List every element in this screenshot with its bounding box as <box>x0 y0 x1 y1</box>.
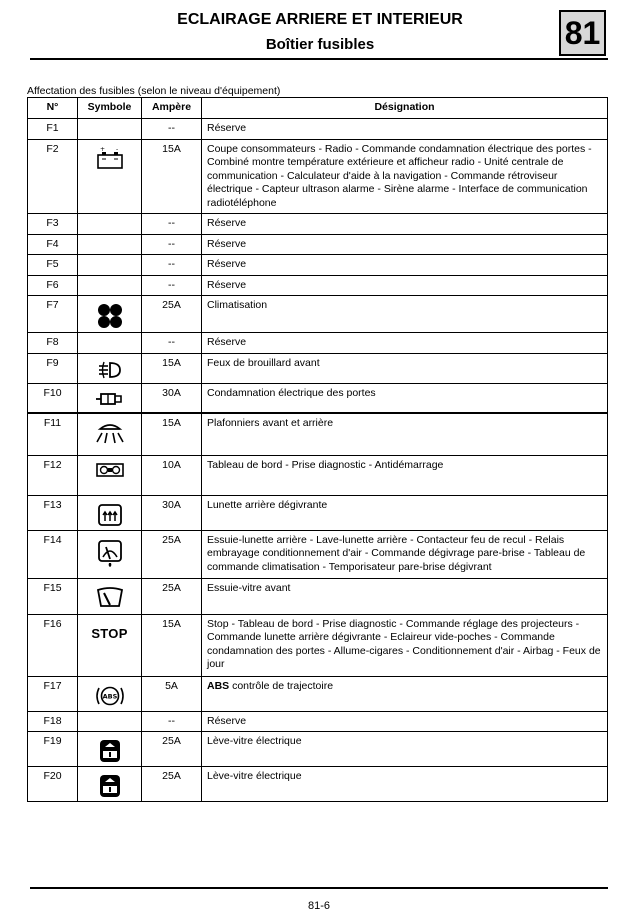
fuse-amperage: 10A <box>142 455 202 495</box>
door-lock-icon <box>78 390 141 408</box>
front-wiper-icon <box>78 585 141 609</box>
fuse-row-f7 <box>28 296 608 333</box>
fuse-designation: Plafonniers avant et arrière <box>202 413 608 455</box>
fuse-row-f4 <box>28 234 608 255</box>
fuse-row-f14 <box>28 530 608 578</box>
table-caption: Affectation des fusibles (selon le niveau d'équipement) <box>27 85 281 97</box>
fuse-amperage: 15A <box>142 614 202 676</box>
fuse-number: F5 <box>28 255 78 276</box>
svg-text:-: - <box>115 145 118 153</box>
fuse-symbol <box>78 383 142 413</box>
fuse-designation: Réserve <box>202 214 608 235</box>
fuse-number: F9 <box>28 353 78 383</box>
dashboard-icon <box>78 462 141 478</box>
fuse-amperage: 30A <box>142 495 202 530</box>
page-number: 81-6 <box>307 900 331 912</box>
fuse-number: F4 <box>28 234 78 255</box>
fuse-amperage: 25A <box>142 732 202 767</box>
fuse-amperage: 5A <box>142 676 202 711</box>
fuse-symbol <box>78 578 142 614</box>
fuse-row-f8 <box>28 333 608 354</box>
svg-text:+: + <box>99 145 105 153</box>
fuse-symbol <box>78 214 142 235</box>
battery-icon <box>78 146 141 170</box>
fuse-amperage: 15A <box>142 139 202 214</box>
fuse-number: F17 <box>28 676 78 711</box>
fuse-designation: Essuie-vitre avant <box>202 578 608 614</box>
fuse-amperage: -- <box>142 711 202 732</box>
svg-text:ABS: ABS <box>102 692 117 700</box>
page-title: ECLAIRAGE ARRIERE ET INTERIEUR <box>177 11 463 28</box>
fuse-table <box>27 97 608 802</box>
fuse-designation: Réserve <box>202 255 608 276</box>
fuse-symbol <box>78 119 142 140</box>
fuse-amperage: -- <box>142 119 202 140</box>
fuse-row-f15 <box>28 578 608 614</box>
fuse-symbol <box>78 732 142 767</box>
header-divider <box>30 58 608 60</box>
fuse-symbol <box>78 767 142 802</box>
fan-icon <box>78 302 141 330</box>
fuse-symbol <box>78 676 142 711</box>
page-subtitle: Boîtier fusibles <box>265 36 375 53</box>
fuse-number: F7 <box>28 296 78 333</box>
fuse-amperage: 30A <box>142 383 202 413</box>
fuse-row-f10 <box>28 383 608 413</box>
rear-wiper-icon <box>78 537 141 569</box>
fuse-designation: Réserve <box>202 333 608 354</box>
fuse-row-f17 <box>28 676 608 711</box>
column-header-amp: Ampère <box>142 98 202 119</box>
fuse-table-body <box>28 119 608 802</box>
fuse-number: F8 <box>28 333 78 354</box>
fuse-number: F14 <box>28 530 78 578</box>
fuse-number: F16 <box>28 614 78 676</box>
rear-defrost-icon <box>78 502 141 528</box>
fuse-number: F19 <box>28 732 78 767</box>
fuse-symbol <box>78 333 142 354</box>
fuse-number: F10 <box>28 383 78 413</box>
fuse-symbol <box>78 275 142 296</box>
fuse-row-f3 <box>28 214 608 235</box>
fuse-row-f6 <box>28 275 608 296</box>
fuse-amperage: 25A <box>142 296 202 333</box>
fuse-row-f16 <box>28 614 608 676</box>
table-header-row <box>28 98 608 119</box>
fuse-amperage: 25A <box>142 767 202 802</box>
fuse-number: F1 <box>28 119 78 140</box>
fuse-row-f2 <box>28 139 608 214</box>
fuse-symbol <box>78 455 142 495</box>
fuse-designation: Essuie-lunette arrière - Lave-lunette arrière - Contacteur feu de recul - Relais embrayage conditionnement d'air - Commande dégivrage pare-brise - Tableau de commande climatisation - Temporisateur pare-brise dégivrant <box>202 530 608 578</box>
fuse-symbol <box>78 711 142 732</box>
fuse-designation: Lunette arrière dégivrante <box>202 495 608 530</box>
chapter-number: 81 <box>559 10 606 56</box>
fuse-row-f5 <box>28 255 608 276</box>
fuse-designation: Lève-vitre électrique <box>202 767 608 802</box>
fuse-designation: Lève-vitre électrique <box>202 732 608 767</box>
fuse-row-f20 <box>28 767 608 802</box>
fuse-row-f18 <box>28 711 608 732</box>
fuse-amperage: 25A <box>142 530 202 578</box>
fuse-symbol <box>78 614 142 676</box>
fuse-designation: Stop - Tableau de bord - Prise diagnostic - Commande réglage des projecteurs - Commande lunette arrière dégivrante - Eclaireur vide-poches - Commande condamnation des portes - Allume-cigares - Conditionnement d'air - Airbag - Feux de jour <box>202 614 608 676</box>
fuse-symbol <box>78 353 142 383</box>
fuse-amperage: -- <box>142 275 202 296</box>
fuse-designation: Condamnation électrique des portes <box>202 383 608 413</box>
fuse-designation: Feux de brouillard avant <box>202 353 608 383</box>
ceiling-light-icon <box>78 420 141 446</box>
fuse-symbol <box>78 495 142 530</box>
fuse-symbol <box>78 255 142 276</box>
fuse-number: F13 <box>28 495 78 530</box>
fuse-symbol <box>78 296 142 333</box>
column-header-designation: Désignation <box>202 98 608 119</box>
fuse-row-f19 <box>28 732 608 767</box>
fuse-symbol <box>78 139 142 214</box>
fuse-amperage: -- <box>142 255 202 276</box>
fuse-number: F18 <box>28 711 78 732</box>
fuse-number: F12 <box>28 455 78 495</box>
power-window-icon <box>78 738 141 764</box>
footer-divider <box>30 887 608 889</box>
designation-bold: ABS <box>207 679 230 692</box>
power-window-icon <box>78 773 141 799</box>
fuse-amperage: -- <box>142 333 202 354</box>
fuse-designation: Coupe consommateurs - Radio - Commande condamnation électrique des portes - Combiné montre température extérieure et afficheur radio - Unité centrale de communication - Calculateur d'aide à la navigation - Commande rétroviseur électrique - Capteur ultrason alarme - Sirène alarme - Interface de communication radiotéléphone <box>202 139 608 214</box>
fuse-symbol <box>78 413 142 455</box>
fuse-designation: ABS contrôle de trajectoire <box>202 676 608 711</box>
fuse-designation: Réserve <box>202 234 608 255</box>
fuse-amperage: -- <box>142 234 202 255</box>
fuse-symbol <box>78 234 142 255</box>
fog-light-icon <box>78 360 141 380</box>
fuse-row-f13 <box>28 495 608 530</box>
fuse-designation: Tableau de bord - Prise diagnostic - Antidémarrage <box>202 455 608 495</box>
fuse-row-f9 <box>28 353 608 383</box>
fuse-symbol <box>78 530 142 578</box>
fuse-designation: Réserve <box>202 119 608 140</box>
column-header-number: N° <box>28 98 78 119</box>
fuse-amperage: -- <box>142 214 202 235</box>
fuse-amperage: 25A <box>142 578 202 614</box>
fuse-number: F3 <box>28 214 78 235</box>
fuse-number: F6 <box>28 275 78 296</box>
abs-icon <box>78 683 141 709</box>
fuse-row-f12 <box>28 455 608 495</box>
fuse-designation: Climatisation <box>202 296 608 333</box>
fuse-amperage: 15A <box>142 353 202 383</box>
fuse-designation: Réserve <box>202 275 608 296</box>
fuse-amperage: 15A <box>142 413 202 455</box>
fuse-row-f11 <box>28 413 608 455</box>
stop-icon: STOP <box>91 625 128 641</box>
fuse-number: F2 <box>28 139 78 214</box>
fuse-designation: Réserve <box>202 711 608 732</box>
fuse-number: F11 <box>28 413 78 455</box>
fuse-row-f1 <box>28 119 608 140</box>
fuse-number: F15 <box>28 578 78 614</box>
column-header-symbol: Symbole <box>78 98 142 119</box>
fuse-number: F20 <box>28 767 78 802</box>
